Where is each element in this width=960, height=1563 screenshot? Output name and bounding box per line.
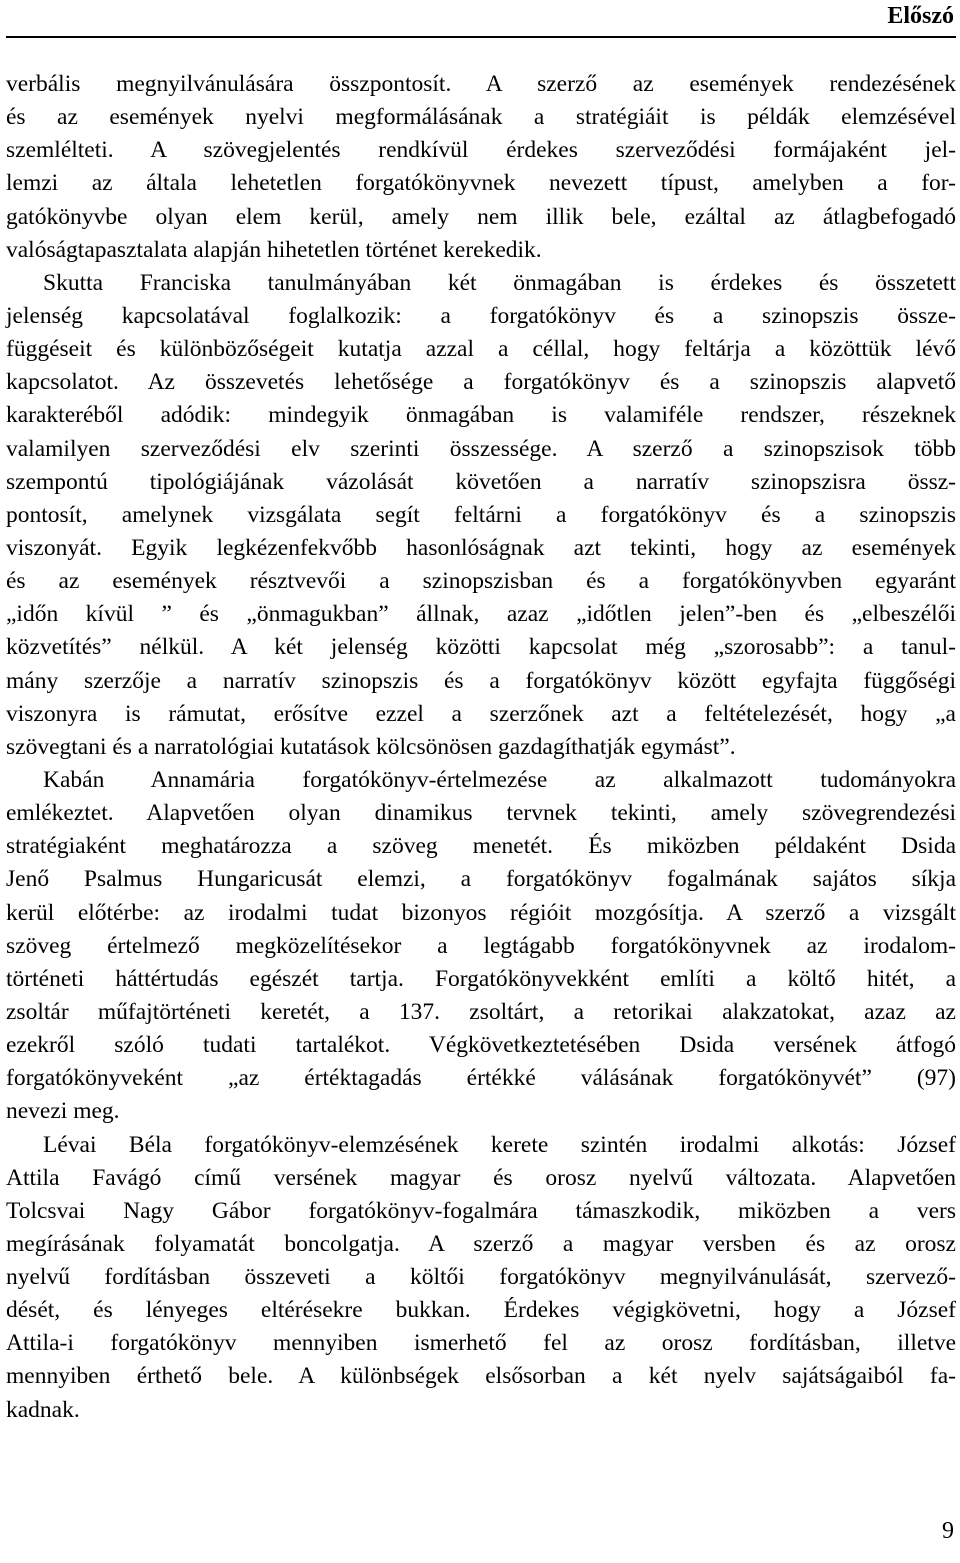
text-line: és az események nyelvi megformálásának a stratégiáit is példák elemzésével	[6, 104, 956, 131]
text-line: dését, és lényeges eltérésekre bukkan. Érdekes végigkövetni, hogy a József	[6, 1297, 956, 1324]
text-line: viszonyát. Egyik legkézenfekvőbb hasonlóságnak azt tekinti, hogy az események	[6, 534, 956, 561]
text-line: Attila-i forgatókönyv mennyiben ismerhető fel az orosz fordításban, illetve	[6, 1330, 956, 1357]
text-line: viszonyra is rámutat, erősítve ezzel a szerzőnek azt a feltételezését, hogy „a	[6, 700, 956, 727]
text-line: kerül előtérbe: az irodalmi tudat bizonyos régióit mozgósítja. A szerző a vizsgált	[6, 899, 956, 926]
text-line: szemlélteti. A szövegjelentés rendkívül érdekes szerveződési formájaként jel-	[6, 137, 956, 164]
text-line: történeti háttértudás egészét tartja. Forgatókönyvekként említi a költő hitét, a	[6, 965, 956, 992]
text-line: függéseit és különbözőségeit kutatja azzal a céllal, hogy feltárja a közöttük lévő	[6, 336, 956, 363]
page-number: 9	[942, 1518, 954, 1544]
text-line: és az események résztvevői a szinopszisban és a forgatókönyvben egyaránt	[6, 568, 956, 595]
text-line: verbális megnyilvánulására összpontosít. A szerző az események rendezésének	[6, 71, 956, 97]
text-line: közvetítés” nélkül. A két jelenség közötti kapcsolat még „szorosabb”: a tanul-	[6, 634, 956, 661]
text-line: valamilyen szerveződési elv szerinti összessége. A szerző a szinopszisok több	[6, 435, 956, 462]
text-line: zsoltár műfajtörténeti keretét, a 137. zsoltárt, a retorikai alakzatokat, azaz az	[6, 998, 956, 1025]
paragraph-start-line: Lévai Béla forgatókönyv-elemzésének kerete szintén irodalmi alkotás: József	[43, 1131, 956, 1158]
text-line: Jenő Psalmus Hungaricusát elemzi, a forgatókönyv fogalmának sajátos síkja	[6, 866, 956, 893]
text-line: „időn kívül ” és „önmagukban” állnak, azaz „időtlen jelen”-ben és „elbeszélői	[6, 601, 956, 628]
text-line: nyelvű fordításban összeveti a költői forgatókönyv megnyilvánulását, szervező-	[6, 1264, 956, 1291]
text-line: Attila Favágó című versének magyar és orosz nyelvű változata. Alapvetően	[6, 1164, 956, 1191]
text-line: szövegtani és a narratológiai kutatások kölcsönösen gazdagíthatják egymást”.	[6, 733, 736, 760]
header-rule	[6, 36, 956, 38]
text-line: valóságtapasztalata alapján hihetetlen történet kerekedik.	[6, 236, 542, 263]
text-line: pontosít, amelynek vizsgálata segít feltárni a forgatókönyv és a szinopszis	[6, 501, 956, 528]
text-line: forgatókönyveként „az értéktagadás értékké válásának forgatókönyvét” (97)	[6, 1065, 956, 1092]
text-line: mány szerzője a narratív szinopszis és a forgatókönyv között egyfajta függőségi	[6, 667, 956, 694]
text-line: mennyiben érthető bele. A különbségek elsősorban a két nyelv sajátságaiból fa-	[6, 1363, 956, 1390]
text-line: jelenség kapcsolatával foglalkozik: a forgatókönyv és a szinopszis össze-	[6, 302, 956, 329]
paragraph-start-line: Skutta Franciska tanulmányában két önmagában is érdekes és összetett	[43, 269, 956, 296]
text-line: kadnak.	[6, 1396, 80, 1423]
text-line: Tolcsvai Nagy Gábor forgatókönyv-fogalmára támaszkodik, miközben a vers	[6, 1197, 956, 1224]
text-line: szempontú tipológiájának vázolását követően a narratív szinopszisra össz-	[6, 468, 956, 495]
paragraph-start-line: Kabán Annamária forgatókönyv-értelmezése az alkalmazott tudományokra	[43, 766, 956, 793]
text-line: megírásának folyamatát boncolgatja. A szerző a magyar versben és az orosz	[6, 1230, 956, 1257]
text-line: karakteréből adódik: mindegyik önmagában is valamiféle rendszer, részeknek	[6, 402, 956, 429]
text-line: kapcsolatot. Az összevetés lehetősége a forgatókönyv és a szinopszis alapvető	[6, 369, 956, 396]
text-line: stratégiaként meghatározza a szöveg menetét. És miközben példaként Dsida	[6, 833, 956, 860]
body-text	[6, 68, 956, 1427]
text-line: gatókönyvbe olyan elem kerül, amely nem illik bele, ezáltal az átlagbefogadó	[6, 203, 956, 230]
text-line: emlékeztet. Alapvetően olyan dinamikus tervnek tekinti, amely szövegrendezési	[6, 800, 956, 827]
text-line: lemzi az általa lehetetlen forgatókönyvnek nevezett típust, amelyben a for-	[6, 170, 956, 197]
running-head-title: Előszó	[887, 3, 954, 29]
text-line: nevezi meg.	[6, 1098, 120, 1125]
text-line: szöveg értelmező megközelítésekor a legtágabb forgatókönyvnek az irodalom-	[6, 932, 956, 959]
text-line: ezekről szóló tudati tartalékot. Végkövetkeztetésében Dsida versének átfogó	[6, 1032, 956, 1059]
